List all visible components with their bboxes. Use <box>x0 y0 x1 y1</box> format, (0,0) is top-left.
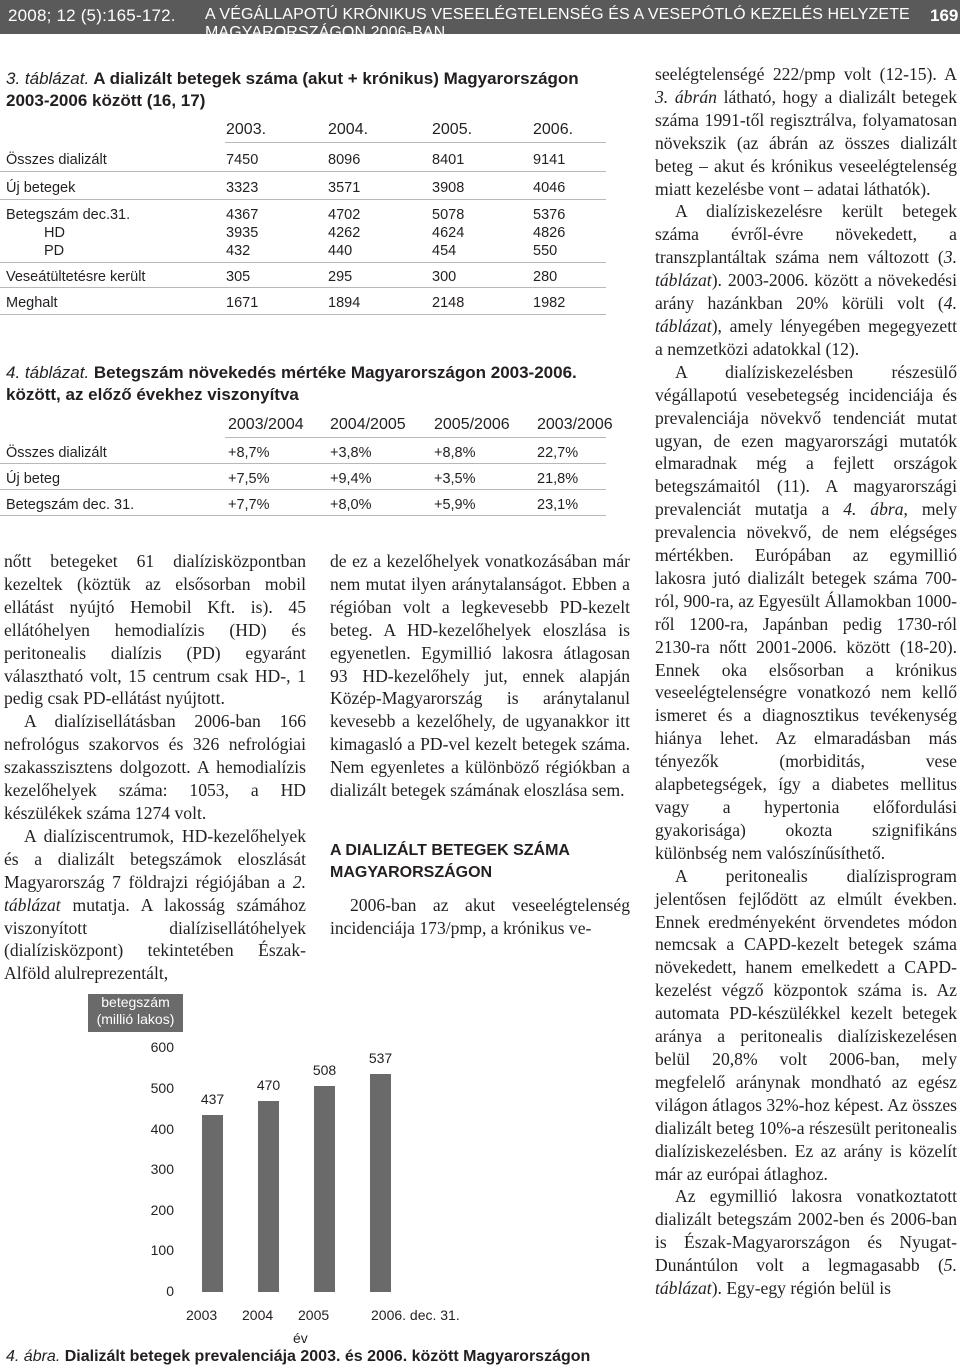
table4-cell: +3,8% <box>330 445 372 461</box>
table3-caption-label: 3. táblázat. <box>6 69 90 88</box>
paragraph: A dialízisellátásban 2006-ban 166 nefrológus szakorvos és 326 nefrológiai szakasszisztens dolgozott. A hemodialízis kezelőhelyek száma: 1053, a HD készülékek száma 1274 volt. <box>4 711 306 823</box>
table3-rule <box>0 314 606 315</box>
x-axis-title: év <box>293 1330 308 1346</box>
table4-row-label: Összes dializált <box>6 445 107 461</box>
table3-rule <box>0 199 606 200</box>
section-heading: A DIALIZÁLT BETEGEK SZÁMA MAGYARORSZÁGON <box>330 841 570 881</box>
table3-cell: 432 <box>226 243 251 259</box>
table4-cell: +7,5% <box>228 471 270 487</box>
table4-cell: +3,5% <box>434 471 476 487</box>
chart-bar <box>258 1101 279 1292</box>
text-run: mutatja. A lakosság számához viszonyított dialízisellátóhelyek (dialízisközpont) tekintetében Észak-Alföld alulreprezentált, <box>4 894 306 984</box>
table3-cell: 4367 <box>226 207 259 223</box>
table4-cell: 21,8% <box>537 471 579 487</box>
table3-cell: 5078 <box>432 207 465 223</box>
table3-cell: 3935 <box>226 225 259 241</box>
table3-cell: 1982 <box>533 295 566 311</box>
journal-citation: 2008; 12 (5):165-172. <box>8 6 176 25</box>
table3-cell: 4046 <box>533 180 566 196</box>
text-run: A dialíziskezelésre került betegek száma évről-évre növekedett, a transzplantáltak száma nem változott ( <box>655 201 957 268</box>
table-reference: 3. táblázat <box>655 247 957 291</box>
table3-cell: 4826 <box>533 225 566 241</box>
text-run: A dialíziskezelésben részesülő végállapotú vesebetegség incidenciája és prevalenciája növekvő tendenciát mutat ugyan, de ezen magyarországi mutatók elmaradnak még a fejlett országok betegszámaitól (11). A magyarországi prevalenciát mutatja a <box>655 361 957 520</box>
figure-reference: 4. ábra <box>843 499 904 520</box>
y-axis-unit-label: betegszám (millió lakos) <box>88 994 183 1032</box>
table4-cell: 23,1% <box>537 497 579 513</box>
page-number: 169 <box>930 6 959 25</box>
table3-cell: 454 <box>432 243 457 259</box>
paragraph: de ez a kezelőhelyek vonatkozásában már nem mutat ilyen aránytalanságot. Ebben a régióban volt a legkevesebb PD-kezelt beteg. A HD-kezelőhelyek eloszlása is egyenetlen. Egymillió lakosra átlagosan 93 HD-kezelőhely jut, ennek alapján Közép-Magyarország is aránytalanul kevesebb a kezelőhely, de ugyanakkor itt kimagasló a PD-vel kezelt betegek száma. Nem egyenletes a különböző régiókban a dializált betegek számának eloszlása sem. <box>330 551 630 801</box>
bar-data-label: 508 <box>312 1061 337 1078</box>
table3-caption <box>6 68 606 112</box>
text-run: ). 2003-2006. között a növekedési arány hazánkban 20% körüli volt ( <box>655 270 957 314</box>
paragraph <box>655 200 957 360</box>
paragraph <box>655 361 957 865</box>
table3-row-label: Betegszám dec.31. <box>6 207 131 223</box>
figure4-caption-label: 4. ábra. <box>6 1348 61 1365</box>
table3-cell: 1671 <box>226 295 259 311</box>
table3-year: 2004. <box>328 121 369 138</box>
table4-row-label: Betegszám dec. 31. <box>6 497 135 513</box>
table4-row-label: Új beteg <box>6 471 61 487</box>
x-tick-label: 2006. dec. 31. <box>371 1307 460 1323</box>
table3-row-label: Összes dializált <box>6 152 107 168</box>
chart-bar <box>314 1086 335 1292</box>
table4-rule <box>225 437 606 438</box>
y-tick-label: 600 <box>150 1039 174 1056</box>
figure4-caption-text: Dializált betegek prevalenciája 2003. és 2006. között Magyarországon <box>64 1348 591 1365</box>
table3-cell: 300 <box>432 269 457 285</box>
text-run: , mely prevalencia növekvő, de nem elégséges mértékben. Európában az egymillió lakosra jutó dializált betegek száma 700-ról, 900-ra, az Egyesült Államokban 1000-ről 1200-ra, Japánban pedig 1730-ról 2130-ra nőtt 2001-2006. között (18-20). Ennek oka elsősorban a krónikus veseelégtelenségre vonatkozó nem kellő ismeret és a diagnosztikus tevékenység hiánya lehet. Az elmaradásban más tényezők (morbiditás, vese alapbetegségek, így a diabetes mellitus vagy a hypertonia előfordulási gyakorisága) okozta szignifikáns különbség nem valószínűsíthető. <box>655 499 957 863</box>
table3-rule <box>225 142 606 143</box>
paragraph: A peritonealis dialízisprogram jelentősen fejlődött az elmúlt években. Ennek eredményeként örvendetes módon nemcsak a CAPD-kezelt betegek száma növekedett, hanem emelkedett a CAPD-kezelést végző központok száma is. Az automata PD-készülékkel kezelt betegek aránya a peritonealis dialíziskezelésen belül 20,8% volt 2006-ban, mely megfelelő aránynak mondható az egész világon átlagos 32%-hoz képest. Az összes dializált beteg 10%-a részesült peritonealis dialíziskezelésben. Ez az arány is közelít már az európai átlaghoz. <box>655 865 957 1184</box>
x-tick-label: 2004 <box>242 1307 274 1323</box>
table3-row-label: Veseátültetésre került <box>6 269 146 285</box>
table3-cell: 4262 <box>328 225 361 241</box>
figure4-caption <box>6 1346 646 1368</box>
paragraph <box>4 825 306 985</box>
table3-row-label: Új betegek <box>6 180 76 196</box>
table3-cell: 2148 <box>432 295 465 311</box>
running-header <box>0 0 960 41</box>
table3-cell: 3323 <box>226 180 259 196</box>
table4-cell: +5,9% <box>434 497 476 513</box>
table3-year: 2003. <box>226 121 267 138</box>
bar-data-label: 537 <box>368 1049 393 1066</box>
table4-rule <box>0 463 606 464</box>
table4-cell: +9,4% <box>330 471 372 487</box>
bar-data-label: 437 <box>200 1090 225 1107</box>
text-run: seelégtelenségé 222/pmp volt (12-15). A <box>655 64 957 84</box>
table-reference: 4. táblázat <box>655 293 957 336</box>
table3-cell: 305 <box>226 269 251 285</box>
table3-rule <box>0 171 606 172</box>
table4-period: 2003/2006 <box>537 416 613 433</box>
table4-rule <box>0 489 606 490</box>
paragraph <box>655 1185 957 1300</box>
table4-caption <box>6 362 612 406</box>
table3-caption-text: A dializált betegek száma (akut + krónikus) Magyarországon 2003-2006 között (16, 17) <box>6 69 579 110</box>
text-run: látható, hogy a dializált betegek száma 1991-től regisztrálva, folyamatosan növekszik (az ábrán az összes dializált beteg – akut és krónikus veseelégtelenség miatt kezelésbe vont – adatai láthatók). <box>655 86 957 199</box>
table3-cell: 3571 <box>328 180 361 196</box>
paragraph: nőtt betegeket 61 dialízisközpontban kezeltek (köztük az elsősorban mobil ellátást nyújtó Hemobil Kft. is). 45 ellátóhelyen hemodialízis (HD) és peritonealis dialízis (PD) egyaránt választható volt, 15 centrum csak HD-, 1 pedig csak PD-ellátást nyújtott. <box>4 551 306 709</box>
body-column-middle <box>330 550 630 940</box>
table4-cell: +8,0% <box>330 497 372 513</box>
y-tick-label: 0 <box>166 1283 174 1299</box>
table3-cell: 1894 <box>328 295 361 311</box>
table3-rule <box>0 287 606 288</box>
table-reference: 5. táblázat <box>655 1255 957 1299</box>
chart-bar <box>370 1074 391 1292</box>
x-tick-label: 2005 <box>298 1307 330 1323</box>
x-tick-label: 2003 <box>186 1307 218 1323</box>
table3-cell: 295 <box>328 269 353 285</box>
table3-cell: 3908 <box>432 180 465 196</box>
table3-cell: 7450 <box>226 152 259 168</box>
y-tick-label: 300 <box>150 1161 174 1178</box>
table4-rule <box>0 515 606 516</box>
table4-cell: +7,7% <box>228 497 270 513</box>
table3-cell: 4624 <box>432 225 465 241</box>
table3-cell: 5376 <box>533 207 566 223</box>
running-title: A VÉGÁLLAPOTÚ KRÓNIKUS VESEELÉGTELENSÉG ÉS A VESEPÓTLÓ KEZELÉS HELYZETE MAGYARORSZÁGON 2006-BAN <box>205 6 910 41</box>
table3-cell: 280 <box>533 269 558 285</box>
y-tick-label: 500 <box>150 1080 174 1096</box>
table3-row-label: Meghalt <box>6 295 58 311</box>
table4-caption-label: 4. táblázat. <box>6 363 90 382</box>
text-run: Az egymillió lakosra vonatkoztatott dializált betegszám 2002-ben és 2006-ban is Észak-Magyarországon és Nyugat-Dunántúlon volt a legmagasabb ( <box>655 1186 957 1276</box>
table3-cell: 550 <box>533 243 558 259</box>
y-tick-label: 100 <box>150 1242 174 1259</box>
figure-reference: 3. ábrán <box>655 86 717 107</box>
table3-year: 2005. <box>432 121 473 138</box>
table-reference: 2. táblázat <box>4 871 306 915</box>
table4-cell: 22,7% <box>537 445 579 461</box>
table3-cell: 8096 <box>328 152 361 168</box>
paragraph: 2006-ban az akut veseelégtelenség incidenciája 173/pmp, a krónikus ve- <box>330 894 630 938</box>
table4-period: 2004/2005 <box>330 416 406 433</box>
text-run: ). Egy-egy régión belül is <box>711 1278 892 1299</box>
table4-period: 2003/2004 <box>228 416 304 433</box>
table3-cell: 8401 <box>432 152 465 168</box>
bar-data-label: 470 <box>256 1077 281 1094</box>
table3-cell: 4702 <box>328 207 361 223</box>
paragraph <box>655 63 957 200</box>
table4-period: 2005/2006 <box>434 416 510 433</box>
table3-year: 2006. <box>533 121 574 138</box>
text-run: A dialíziscentrumok, HD-kezelőhelyek és a dializált betegszámok eloszlását Magyarország 7 földrajzi régiójában a <box>4 825 306 892</box>
table3-cell: 440 <box>328 243 353 259</box>
table4-cell: +8,7% <box>228 445 270 461</box>
table4-caption-text: Betegszám növekedés mértéke Magyarországon 2003-2006. között, az előző évekhez viszonyítva <box>6 363 577 404</box>
table3-rule <box>0 262 606 263</box>
table3-row-label: PD <box>44 243 65 259</box>
table4-cell: +8,8% <box>434 445 476 461</box>
y-tick-label: 400 <box>150 1120 174 1137</box>
chart-bar <box>202 1115 223 1292</box>
table3-cell: 9141 <box>533 152 566 168</box>
body-column-left <box>4 550 306 985</box>
y-tick-label: 200 <box>150 1201 174 1218</box>
body-column-right <box>655 63 957 1300</box>
table3-row-label: HD <box>44 225 65 241</box>
text-run: ), amely lényegében megegyezett a nemzetközi adatokkal (12). <box>655 315 957 359</box>
